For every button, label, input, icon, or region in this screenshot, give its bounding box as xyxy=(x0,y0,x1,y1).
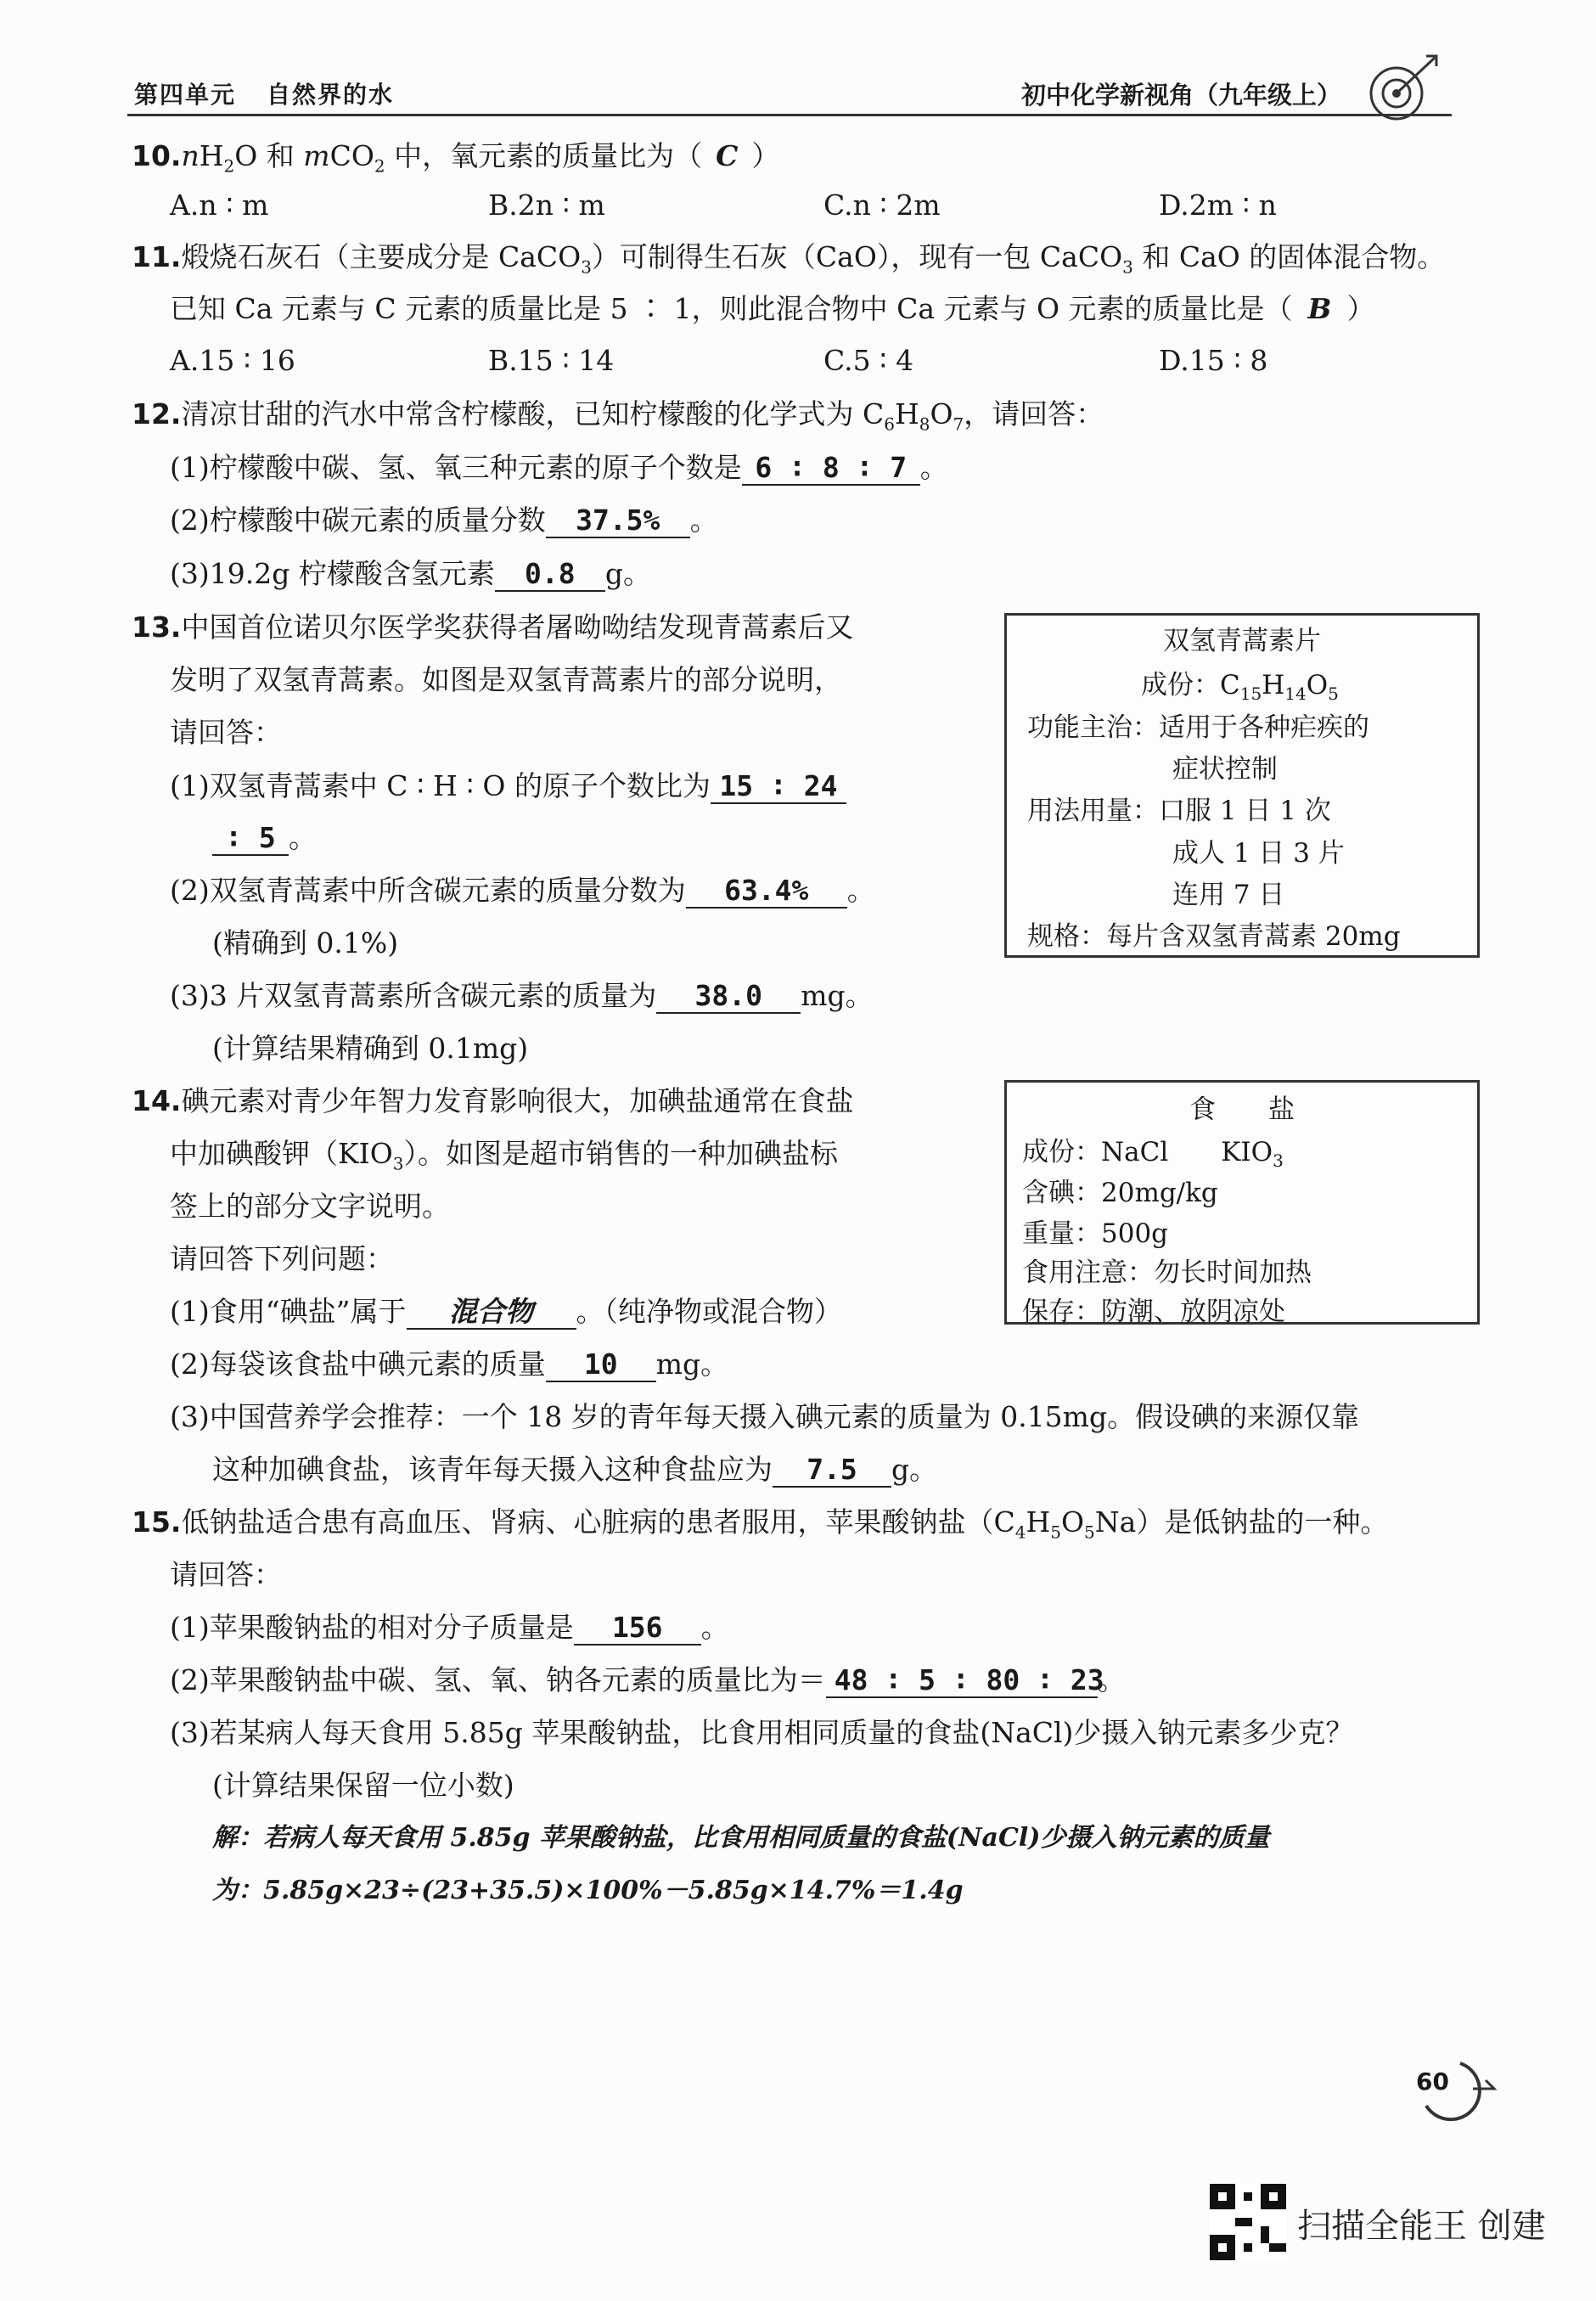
box-spec: 规格：每片含双氢青蒿素 20mg xyxy=(1027,921,1401,952)
q15-answer1: 156 xyxy=(574,1612,701,1646)
q10-option-b: B.2n ∶ m xyxy=(488,188,605,222)
q11-option-a: A.15 ∶ 16 xyxy=(170,344,295,377)
q14-line3: 签上的部分文字说明。 xyxy=(170,1190,450,1223)
box-usage3: 连用 7 日 xyxy=(1172,880,1285,910)
q11-option-d: D.15 ∶ 8 xyxy=(1159,344,1268,377)
q13-part3: (3)3 片双氢青蒿素所含碳元素的质量为 38.0 mg。 xyxy=(170,979,874,1012)
q14-part2: (2)每袋该食盐中碘元素的质量 10 mg。 xyxy=(170,1347,729,1381)
dihydroartemisinin-label-box xyxy=(1004,613,1480,958)
salt-note: 食用注意：勿长时间加热 xyxy=(1022,1257,1312,1288)
box-function1: 功能主治：适用于各种疟疾的 xyxy=(1027,712,1369,743)
q10-answer: C xyxy=(716,139,739,172)
box-composition: 成份：$C_{15}H_{14}O_5$ xyxy=(1141,670,1339,705)
q12-answer3: 0.8 xyxy=(495,558,605,592)
q15-part3: (3)若某病人每天食用 5.85g 苹果酸钠盐，比食用相同质量的食盐(NaCl)少摄入钠元素多少克？ xyxy=(170,1716,1354,1749)
salt-box-title: 食 盐 xyxy=(1189,1094,1295,1125)
q10-option-a: A.n ∶ m xyxy=(170,188,269,222)
q13-line3: 请回答： xyxy=(170,716,282,749)
q14-answer2: 10 xyxy=(546,1348,656,1382)
q13-line1: 13.中国首位诺贝尔医学奖获得者屠呦呦结发现青蒿素后又 xyxy=(132,610,854,644)
page-header xyxy=(127,75,1452,121)
q15-part1: (1)苹果酸钠盐的相对分子质量是 156 。 xyxy=(170,1611,729,1644)
salt-storage: 保存：防潮、放阴凉处 xyxy=(1022,1297,1285,1327)
q13-answer1a: 15 ∶ 24 xyxy=(711,770,846,804)
q15-solution-line1: 解：若病人每天食用 5.85g 苹果酸钠盐，比食用相同质量的食盐(NaCl)少摄入钠元素的质量 xyxy=(212,1823,1270,1853)
q12-answer1: 6 ∶ 8 ∶ 7 xyxy=(742,452,920,486)
q15-solution-line2: 为：5.85g×23÷(23+35.5)×100%－5.85g×14.7%＝1.4g xyxy=(212,1876,964,1905)
box-function2: 症状控制 xyxy=(1172,754,1278,785)
q14-answer1: 混合物 xyxy=(407,1296,576,1330)
q12-part1: (1)柠檬酸中碳、氢、氧三种元素的原子个数是 6 ∶ 8 ∶ 7 。 xyxy=(170,451,948,484)
qr-code-icon xyxy=(1210,2184,1286,2260)
salt-weight: 重量：500g xyxy=(1022,1218,1169,1249)
q15-line1: 15.低钠盐适合患有高血压、肾病、心脏病的患者服用，苹果酸钠盐$(C_4H_5O_5Na)$是低钠盐的一种。 xyxy=(132,1505,1389,1543)
q14-part3-cont: 这种加碘食盐，该青年每天摄入这种食盐应为 7.5 g。 xyxy=(212,1453,938,1486)
page-arrow-icon xyxy=(1409,2055,1503,2123)
q13-part2-note: (精确到 0.1%) xyxy=(212,926,399,959)
q12-part2: (2)柠檬酸中碳元素的质量分数 37.5% 。 xyxy=(170,504,718,537)
q11-line1: 11.煅烧石灰石（主要成分是 CaCO$_3$）可制得生石灰（CaO），现有一包 CaCO$_3$ 和 CaO 的固体混合物。 xyxy=(132,240,1446,278)
q15-part2: (2)苹果酸钠盐中碳、氢、氧、钠各元素的质量比为＝ 48 ∶ 5 ∶ 80 ∶ 23。 xyxy=(170,1663,1126,1696)
q11-answer: B xyxy=(1307,292,1332,325)
q13-part3-note: (计算结果精确到 0.1mg) xyxy=(212,1032,529,1065)
salt-composition: 成份：NaCl $KIO_3$ xyxy=(1022,1137,1284,1172)
q14-line2: 中加碘酸钾$(KIO_3)$。如图是超市销售的一种加碘盐标 xyxy=(170,1137,838,1174)
q13-answer1b: ∶ 5 xyxy=(212,822,289,856)
q15-line2: 请回答： xyxy=(170,1558,282,1591)
q12-stem: 12.清凉甘甜的汽水中常含柠檬酸，已知柠檬酸的化学式为 $C_6H_8O_7$，请回答： xyxy=(132,397,1104,435)
salt-label-box xyxy=(1004,1080,1480,1325)
q14-part3: (3)中国营养学会推荐：一个 18 岁的青年每天摄入碘元素的质量为 0.15mg。假设碘的来源仅靠 xyxy=(170,1400,1360,1433)
q14-answer3: 7.5 xyxy=(773,1454,891,1488)
salt-iodine: 含碘：20mg/kg xyxy=(1022,1178,1218,1208)
q13-part2: (2)双氢青蒿素中所含碳元素的质量分数为 63.4% 。 xyxy=(170,874,875,907)
q12-answer2: 37.5% xyxy=(546,504,690,538)
book-title: 初中化学新视角（九年级上） xyxy=(1020,81,1341,110)
q12-part3: (3)19.2g 柠檬酸含氢元素 0.8 g。 xyxy=(170,557,651,590)
header-rule xyxy=(127,114,1452,116)
q14-part1: (1)食用“碘盐”属于 混合物 。（纯净物或混合物） xyxy=(170,1295,842,1328)
scanner-watermark: 扫描全能王 创建 xyxy=(1297,2207,1546,2246)
q11-option-b: B.15 ∶ 14 xyxy=(488,344,615,377)
unit-label: 第四单元 自然界的水 xyxy=(134,81,395,109)
q10-option-c: C.n ∶ 2m xyxy=(823,188,941,222)
q11-line2: 已知 Ca 元素与 C 元素的质量比是 5 ∶ 1，则此混合物中 Ca 元素与 O 元素的质量比是（ B ） xyxy=(170,292,1375,325)
page-number: 60 xyxy=(1416,2068,1449,2096)
q13-line2: 发明了双氢青蒿素。如图是双氢青蒿素片的部分说明， xyxy=(170,663,842,696)
q10-stem: $10.nH_2O$ 和 mCO$_2$ 中，氧元素的质量比为（ C ） xyxy=(132,139,780,177)
q13-part1-cont: ∶ 5 。 xyxy=(212,820,317,856)
box-usage1: 用法用量：口服 1 日 1 次 xyxy=(1027,796,1331,826)
q14-line4: 请回答下列问题： xyxy=(170,1242,394,1275)
q11-option-c: C.5 ∶ 4 xyxy=(823,344,914,377)
q13-part1: (1)双氢青蒿素中 C ∶ H ∶ O 的原子个数比为 15 ∶ 24 xyxy=(170,768,846,804)
q13-answer3: 38.0 xyxy=(656,980,801,1014)
box-title: 双氢青蒿素片 xyxy=(1163,626,1321,656)
q15-part3-note: (计算结果保留一位小数) xyxy=(212,1769,514,1802)
q10-option-d: D.2m ∶ n xyxy=(1159,188,1277,222)
q13-answer2: 63.4% xyxy=(686,875,847,909)
q15-answer2: 48 ∶ 5 ∶ 80 ∶ 23 xyxy=(826,1664,1098,1698)
q14-line1: 14.碘元素对青少年智力发育影响很大，加碘盐通常在食盐 xyxy=(132,1084,854,1117)
box-usage2: 成人 1 日 3 片 xyxy=(1172,838,1345,869)
